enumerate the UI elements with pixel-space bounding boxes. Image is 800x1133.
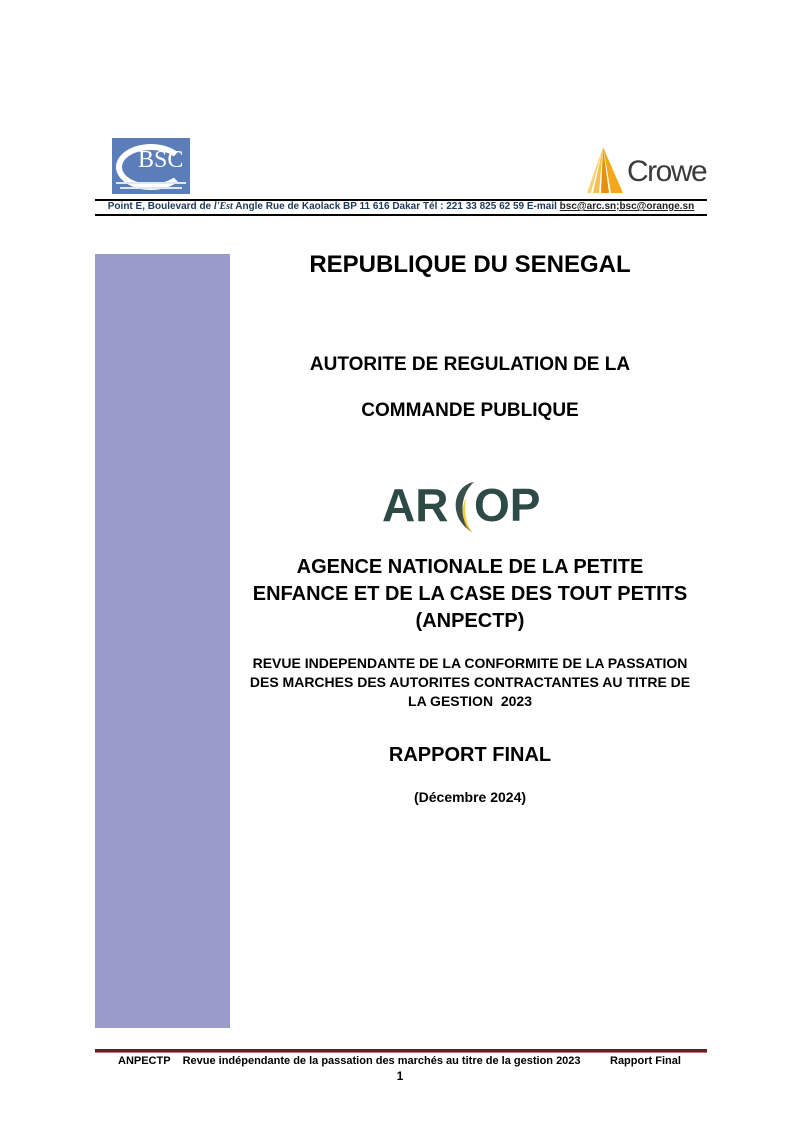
bsc-logo — [112, 138, 190, 194]
arcop-logo-left: AR — [382, 479, 449, 531]
header-address — [95, 201, 707, 212]
crowe-logo — [585, 145, 707, 195]
authority-title-line1: AUTORITE DE REGULATION DE LA — [309, 354, 631, 375]
footer-report-type: Rapport Final — [610, 1055, 681, 1067]
review-subtitle-line3: LA GESTION 2023 — [408, 693, 532, 709]
footer-text — [118, 1055, 698, 1067]
agency-title-line2: ENFANCE ET DE LA CASE DES TOUT PETITS — [252, 583, 688, 605]
footer-entity: ANPECTP — [118, 1055, 171, 1067]
agency-title — [230, 554, 710, 635]
bsc-tagline-line — [120, 187, 182, 189]
crowe-peak-icon — [585, 145, 625, 195]
report-date: (Décembre 2024) — [413, 789, 527, 805]
authority-title-line2: COMMANDE PUBLIQUE — [361, 400, 579, 421]
email-link[interactable]: bsc@arc.sn;bsc@orange.sn — [559, 201, 695, 212]
address-est: l'Est — [213, 201, 233, 212]
footer-rule-shadow — [95, 1052, 707, 1053]
header-rule — [95, 214, 707, 216]
arcop-logo — [382, 478, 552, 536]
address-prefix: Point E, Boulevard de — [107, 201, 214, 212]
report-title: RAPPORT FINAL — [388, 744, 552, 766]
address-middle: Angle Rue de Kaolack BP 11 616 Dakar Tél : 221 33 825 62 59 E-mail — [232, 201, 560, 212]
agency-title-line1: AGENCE NATIONALE DE LA PETITE — [296, 556, 644, 578]
crowe-logo-text: Crowe — [627, 155, 707, 188]
review-subtitle-line2: DES MARCHES DES AUTORITES CONTRACTANTES AU TITRE DE — [249, 674, 691, 690]
decorative-side-band — [95, 254, 230, 1028]
authority-title — [230, 342, 710, 434]
agency-title-line3: (ANPECTP) — [415, 610, 525, 632]
footer-description: Revue indépendante de la passation des marchés au titre de la gestion 2023 — [182, 1055, 581, 1067]
page-number: 1 — [396, 1069, 404, 1083]
review-subtitle — [230, 654, 710, 711]
review-subtitle-line1: REVUE INDEPENDANTE DE LA CONFORMITE DE LA PASSATION — [252, 655, 688, 671]
bsc-tagline-line — [116, 182, 186, 184]
country-title: REPUBLIQUE DU SENEGAL — [309, 251, 631, 278]
bsc-logo-text: BSC — [138, 147, 184, 173]
arcop-logo-right: OP — [474, 479, 541, 531]
